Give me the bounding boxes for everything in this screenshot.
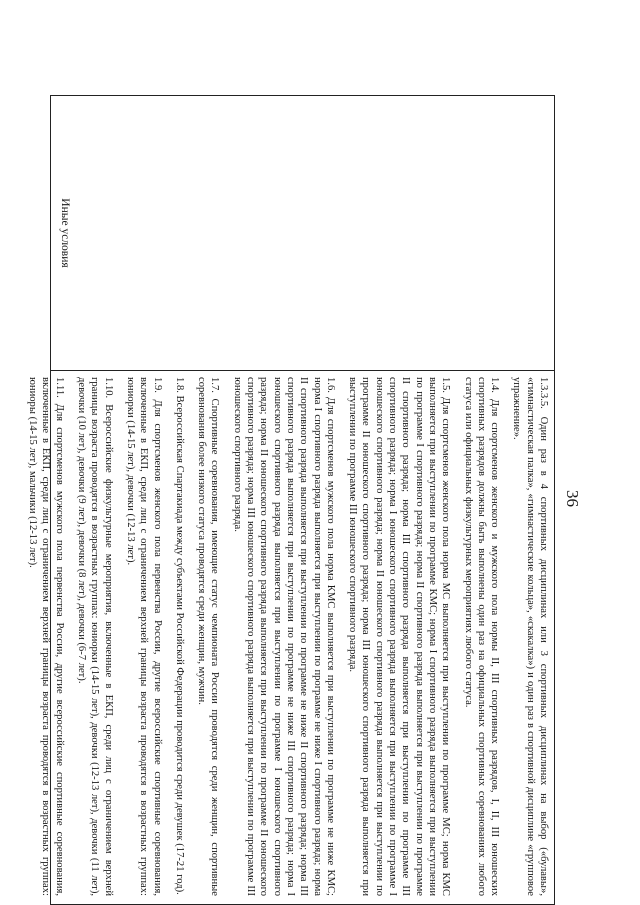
paragraph-1-9: 1.9. Для спортсменов женского пола первенства России, другие всероссийские спортивные соревнования, включенные в ЕКП, среди лиц с ограничением верхней границы возраста проводятся в возрастных группах: юниорки (14-15 лет), девочки (12-13 лет). [124,377,163,896]
other-conditions-label: Иные условия [59,198,71,268]
page-number: 36 [563,490,582,507]
table-label-cell [51,96,554,371]
paragraph-1-6: 1.6. Для спортсменов мужского пола норма КМС выполняется при выступлении по программе не ниже КМС; норма I спортивного разряда выполняется при выступлении по программе не ниже I спортивного разряда; норма II спортивного разряда выполняется при выступлении по программе не ниже II спортивного разряда; норма III спортивного разряда выполняется при выступлении по программе не ниже III спортивного разряда; норма I юношеского спортивного разряда выполняется при выступлении по программе I юношеского спортивного разряда; норма II юношеского спортивного разряда выполняется при выступлении по программе II юношеского спортивного разряда; норма III юношеского спортивного разряда выполняется при выступлении по программе III юношеского спортивного разряда. [231,377,336,896]
paragraph-1-5: 1.5. Для спортсменов женского пола норма МС выполняется при выступлении по программе МС; норма КМС выполняется при выступлении по программе КМС; норма I спортивного разряда выполняется при выступлении по программе I спортивного разряда; норма II спортивного разряда выполняется при выступлении по программе II спортивного разряда; норма III спортивного разряда выполняется при выступлении по программе III спортивного разряда; норма I юношеского спортивного разряда выполняется при выступлении по программе I юношеского спортивного разряда; норма II юношеского спортивного разряда выполняется при выступлении по программе II юношеского спортивного разряда; норма III юношеского спортивного разряда выполняется при выступлении по программе III юношеского спортивного разряда. [347,377,452,896]
paragraph-1-8: 1.8. Всероссийская Спартакиада между субъектами Российской Федерации проводится среди девушек (17-21 год). [173,377,185,895]
paragraph-1-3-3-5: 1.3.3.5. Один раз в 4 спортивных дисциплинах или 3 спортивных дисциплинах на выбор («булавы», «гимнастическая палка», «гимнастические кольца», «скакалка») и один раз в спортивной дисциплине «групповое упражнение». [511,377,549,896]
paragraph-1-4: 1.4. Для спортсменов женского и мужского пола нормы II, III спортивных разрядов, I, II, III юношеских спортивных разрядов должны быть выполнены один раз на официальных спортивных соревнованиях любого статуса или официальных физкультурных мероприятиях любого статуса. [462,377,501,896]
paragraph-1-7: 1.7. Спортивные соревнования, имеющие статус чемпионата России проводятся среди женщин, спортивные соревнования более низкого статуса проводятся среди женщин, мужчин. [196,377,221,896]
conditions-table [27,95,555,905]
document-page [27,95,600,905]
paragraph-1-11: 1.11. Для спортсменов мужского пола первенства России, другие всероссийские спортивные соревнования, включенные в ЕКП, среди лиц с ограничением верхней границы возраста проводятся в возрастных группах: юниоры (14-15 лет), мальчики (12-13 лет). [27,377,65,896]
paragraph-1-10: 1.10. Всероссийские физкультурные мероприятия, включенные в ЕКП, среди лиц с ограничением верхней границы возраста проводятся в возрастных группах: юниорки (14-15 лет), девочки (12-13 лет), девочки (11 лет), девочки (10 лет), девочки (9 лет), девочки (8 лет), девочки (6-7 лет). [76,377,114,896]
table-content-cell [27,371,554,904]
